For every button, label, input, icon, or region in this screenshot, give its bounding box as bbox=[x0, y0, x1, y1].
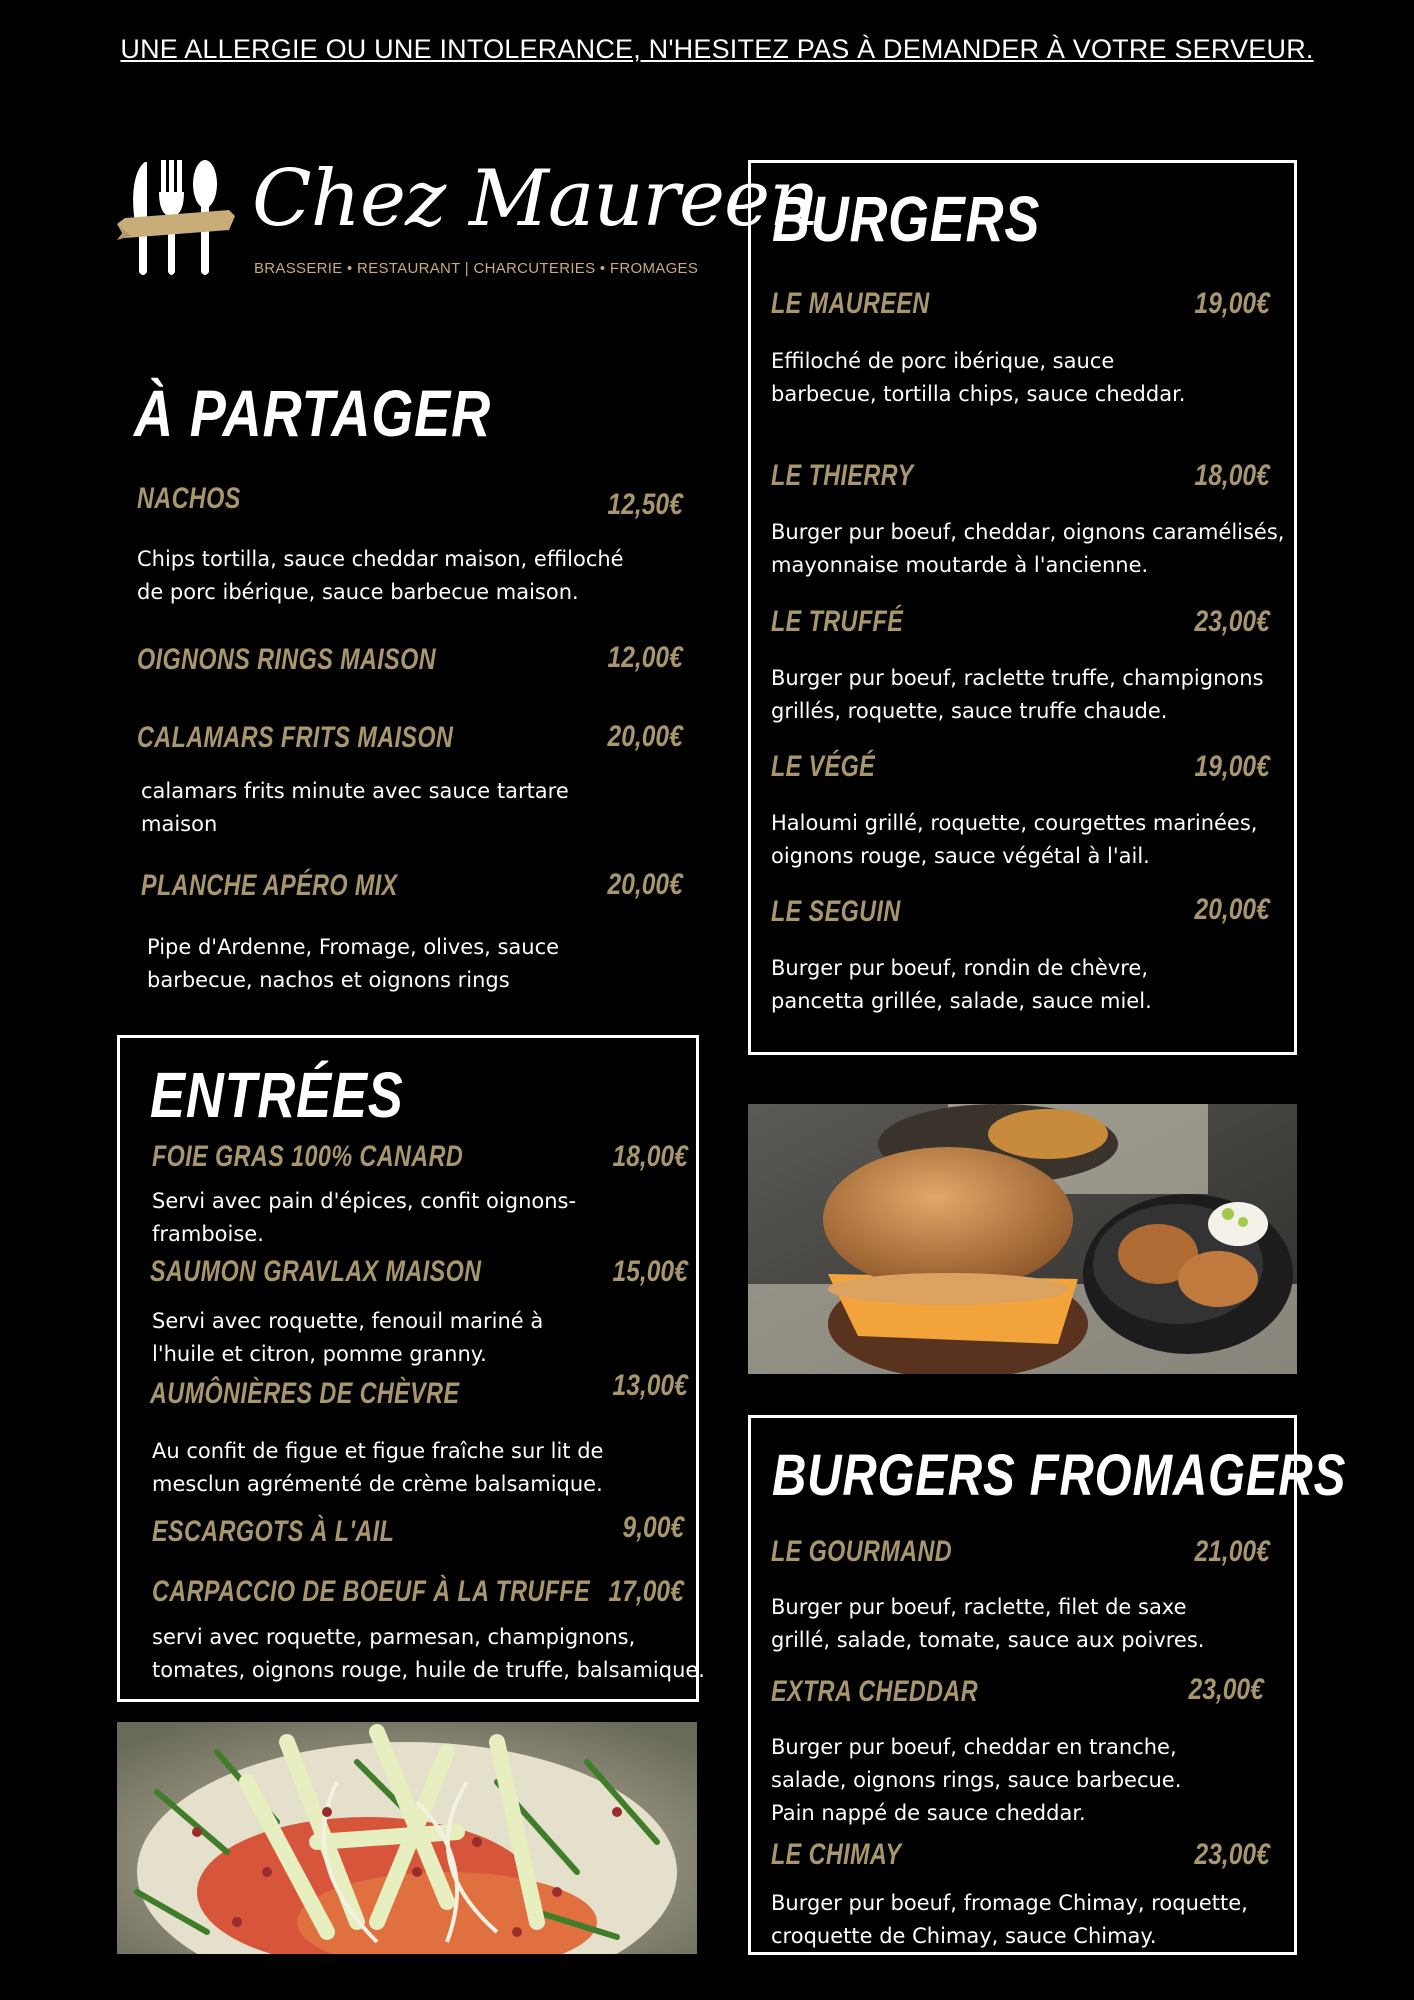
item-name: EXTRA CHEDDAR bbox=[771, 1675, 979, 1708]
item-price: 12,00€ bbox=[607, 641, 683, 674]
item-name: OIGNONS RINGS MAISON bbox=[137, 643, 437, 676]
brand-name: Chez Maureen bbox=[252, 154, 819, 244]
item-name: ESCARGOTS À L'AIL bbox=[152, 1515, 395, 1548]
item-price: 20,00€ bbox=[607, 868, 683, 901]
item-name: LE GOURMAND bbox=[771, 1535, 953, 1568]
item-price: 9,00€ bbox=[622, 1511, 684, 1544]
item-price: 23,00€ bbox=[1188, 1673, 1264, 1706]
item-name: LE THIERRY bbox=[771, 459, 914, 492]
section-title-partager: À PARTAGER bbox=[134, 376, 491, 450]
section-title-entrees: ENTRÉES bbox=[150, 1059, 404, 1131]
item-name: AUMÔNIÈRES DE CHÈVRE bbox=[150, 1377, 460, 1410]
item-name: CALAMARS FRITS MAISON bbox=[137, 721, 454, 754]
allergy-notice: UNE ALLERGIE OU UNE INTOLERANCE, N'HESITEZ PAS À DEMANDER À VOTRE SERVEUR. bbox=[120, 34, 1314, 64]
item-price: 18,00€ bbox=[1194, 459, 1270, 492]
item-description: Burger pur boeuf, fromage Chimay, roquette, croquette de Chimay, sauce Chimay. bbox=[771, 1891, 1248, 1948]
restaurant-logo bbox=[117, 154, 819, 285]
item-description: Burger pur boeuf, raclette, filet de saxe grillé, salade, tomate, sauce aux poivres. bbox=[771, 1595, 1205, 1652]
item-description: Burger pur boeuf, rondin de chèvre, pancetta grillée, salade, sauce miel. bbox=[771, 956, 1152, 1013]
section-title-burgers: BURGERS bbox=[772, 183, 1041, 255]
item-price: 17,00€ bbox=[608, 1575, 684, 1608]
item-description: calamars frits minute avec sauce tartare maison bbox=[141, 779, 569, 836]
item-name: CARPACCIO DE BOEUF À LA TRUFFE bbox=[152, 1575, 591, 1608]
section-title-fromagers: BURGERS FROMAGERS bbox=[772, 1443, 1347, 1508]
item-description: Servi avec roquette, fenouil mariné à l'huile et citron, pomme granny. bbox=[152, 1309, 544, 1366]
item-name: LE MAUREEN bbox=[771, 287, 930, 320]
item-price: 12,50€ bbox=[607, 488, 683, 521]
item-price: 15,00€ bbox=[612, 1255, 688, 1288]
item-price: 19,00€ bbox=[1194, 750, 1270, 783]
item-description: servi avec roquette, parmesan, champignons, tomates, oignons rouge, huile de truffe, balsamique. bbox=[152, 1625, 705, 1682]
item-name: LE CHIMAY bbox=[771, 1838, 902, 1871]
item-name: SAUMON GRAVLAX MAISON bbox=[150, 1255, 482, 1288]
item-description: Haloumi grillé, roquette, courgettes marinées, oignons rouge, sauce végétal à l'ail. bbox=[771, 811, 1258, 868]
item-name: PLANCHE APÉRO MIX bbox=[141, 869, 398, 902]
item-description: Servi avec pain d'épices, confit oignons- framboise. bbox=[152, 1189, 577, 1246]
item-price: 20,00€ bbox=[1194, 893, 1270, 926]
item-price: 13,00€ bbox=[612, 1369, 688, 1402]
item-description: Burger pur boeuf, raclette truffe, champignons grillés, roquette, sauce truffe chaude. bbox=[771, 666, 1264, 723]
item-name: LE SEGUIN bbox=[771, 895, 901, 928]
item-name: FOIE GRAS 100% CANARD bbox=[152, 1140, 464, 1173]
item-name: NACHOS bbox=[137, 482, 241, 515]
item-name: LE TRUFFÉ bbox=[771, 605, 904, 638]
item-name: LE VÉGÉ bbox=[771, 750, 876, 783]
item-description: Chips tortilla, sauce cheddar maison, effiloché de porc ibérique, sauce barbecue maison. bbox=[137, 547, 624, 604]
item-price: 18,00€ bbox=[612, 1140, 688, 1173]
item-price: 21,00€ bbox=[1194, 1535, 1270, 1568]
burger-photo bbox=[748, 1104, 1297, 1374]
utensils-icon bbox=[117, 160, 237, 280]
salad-photo bbox=[117, 1722, 697, 1954]
item-price: 23,00€ bbox=[1194, 605, 1270, 638]
item-description: Pipe d'Ardenne, Fromage, olives, sauce barbecue, nachos et oignons rings bbox=[147, 935, 560, 992]
item-description: Effiloché de porc ibérique, sauce barbecue, tortilla chips, sauce cheddar. bbox=[771, 349, 1186, 406]
item-description: Au confit de figue et figue fraîche sur lit de mesclun agrémenté de crème balsamique. bbox=[152, 1439, 604, 1496]
item-description: Burger pur boeuf, cheddar en tranche, salade, oignons rings, sauce barbecue. Pain nappé de sauce cheddar. bbox=[771, 1735, 1182, 1825]
brand-tagline: BRASSERIE • RESTAURANT | CHARCUTERIES • FROMAGES bbox=[254, 260, 699, 277]
item-price: 19,00€ bbox=[1194, 287, 1270, 320]
item-description: Burger pur boeuf, cheddar, oignons caramélisés, mayonnaise moutarde à l'ancienne. bbox=[771, 520, 1285, 577]
item-price: 23,00€ bbox=[1194, 1838, 1270, 1871]
item-price: 20,00€ bbox=[607, 720, 683, 753]
